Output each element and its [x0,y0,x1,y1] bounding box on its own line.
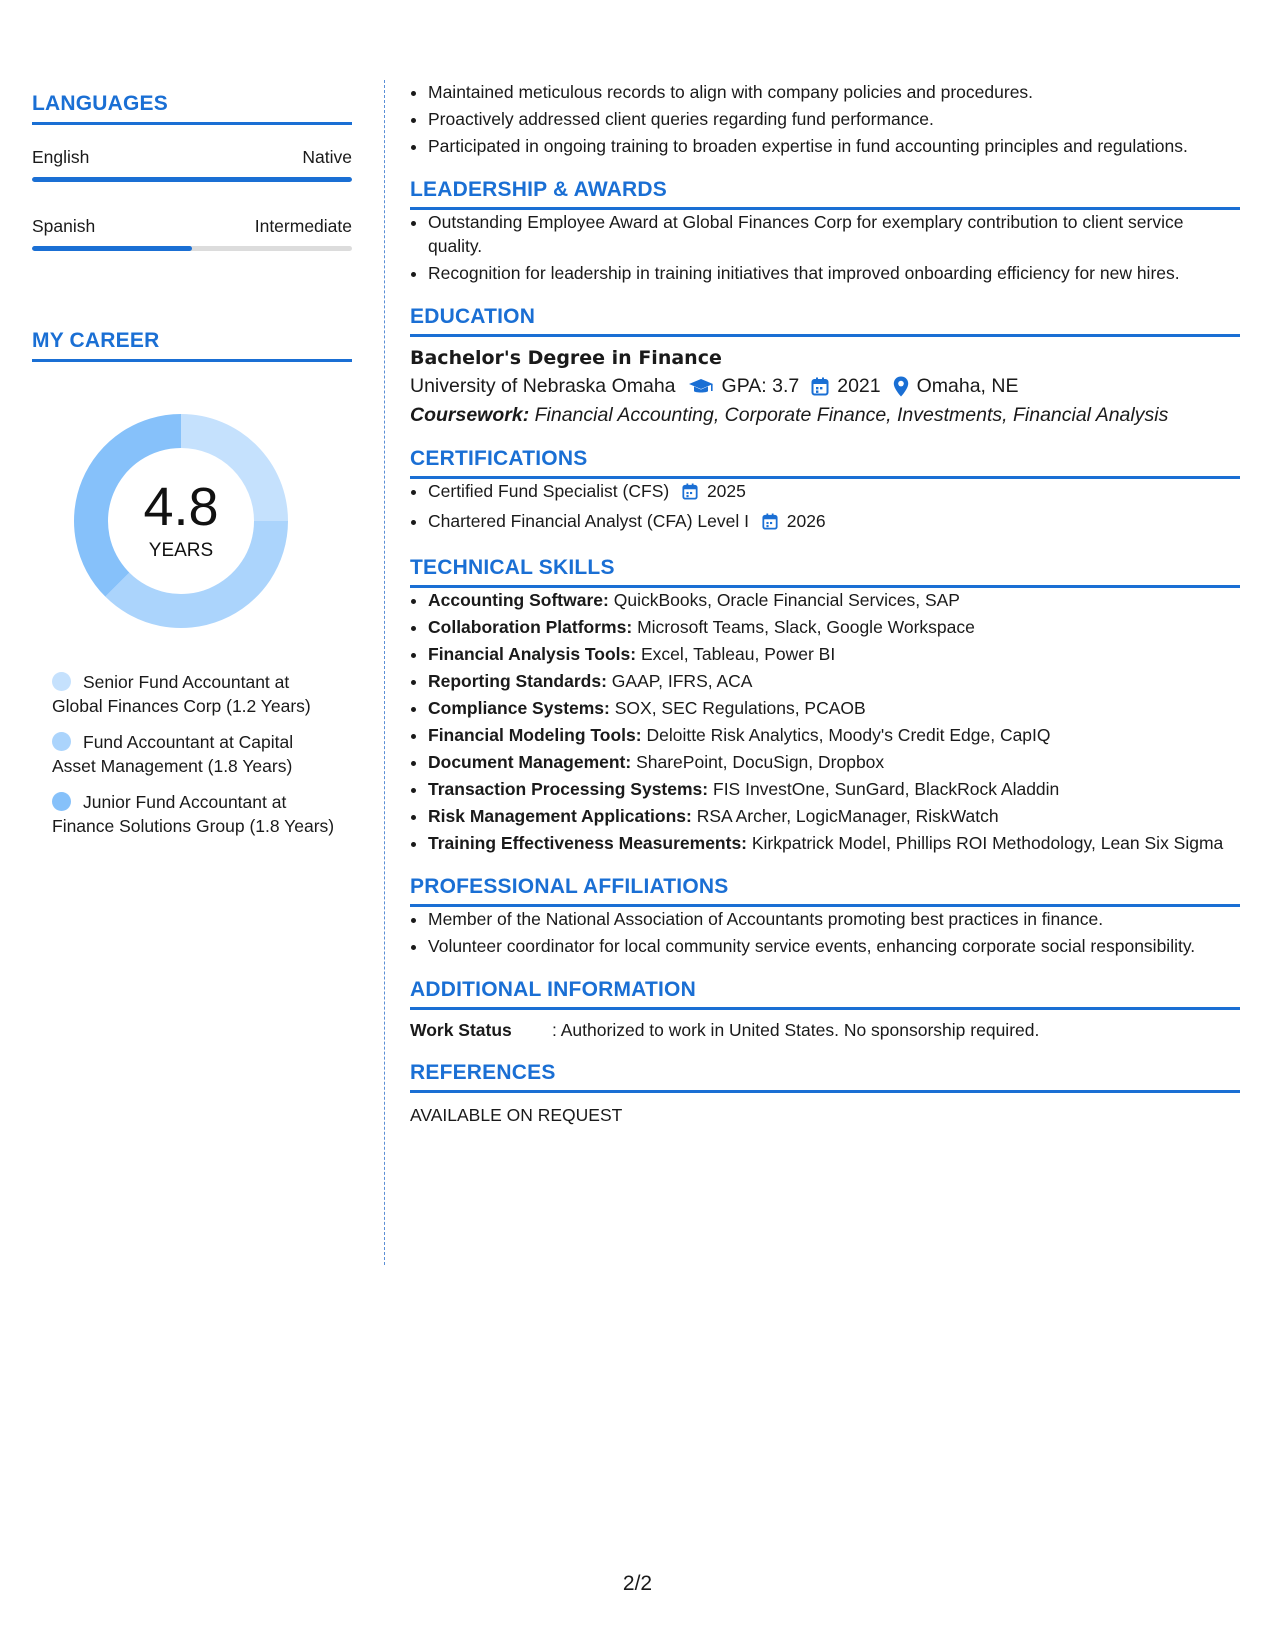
skill-value: SOX, SEC Regulations, PCAOB [614,698,866,718]
affiliations-title: PROFESSIONAL AFFILIATIONS [410,875,1240,907]
page-number: 2/2 [622,1572,653,1595]
skill-item [428,723,1240,747]
legend-label: Senior Fund Accountant at Global Finances Corp (1.2 Years) [52,672,311,716]
career-legend [52,670,337,838]
skill-item [428,777,1240,801]
school-name: University of Nebraska Omaha [410,375,676,397]
skill-label: Compliance Systems: [428,698,610,718]
coursework-value: Financial Accounting, Corporate Finance, Investments, Financial Analysis [534,404,1169,426]
skill-value: FIS InvestOne, SunGard, BlackRock Aladdin [713,779,1060,799]
certifications-list [410,479,1240,536]
language-level: Native [302,147,352,167]
certification-name: Chartered Financial Analyst (CFA) Level I [428,511,749,531]
graduation-cap-icon [688,378,714,396]
calendar-icon [682,482,698,506]
skill-item [428,615,1240,639]
skill-value: SharePoint, DocuSign, Dropbox [636,752,885,772]
skill-value: Deloitte Risk Analytics, Moody's Credit Edge, CapIQ [646,725,1051,745]
skill-label: Document Management: [428,752,632,772]
coursework [410,404,1240,427]
list-item: • Participated in ongoing training to broaden expertise in fund accounting principles and regulations. [428,134,1240,158]
skill-value: GAAP, IFRS, ACA [611,671,753,691]
list-item: • Proactively addressed client queries regarding fund performance. [428,107,1240,131]
graduation-year: 2021 [837,375,881,397]
certification-name: Certified Fund Specialist (CFS) [428,481,670,501]
column-divider [384,80,385,1265]
language-spanish [32,216,352,251]
language-name: English [32,147,90,167]
skill-value: Microsoft Teams, Slack, Google Workspace [637,617,975,637]
legend-item [52,790,337,838]
calendar-icon [762,512,778,536]
list-item: • Member of the National Association of Accountants promoting best practices in finance. [428,907,1240,931]
right-column [410,80,1240,1126]
career-donut [66,406,296,636]
skill-value: Kirkpatrick Model, Phillips ROI Methodology, Lean Six Sigma [751,833,1224,853]
language-bar [32,177,352,182]
language-level: Intermediate [254,216,352,236]
education-details [410,375,1240,398]
leadership-title: LEADERSHIP & AWARDS [410,178,1240,210]
career-title: MY CAREER [32,329,352,362]
education-title: EDUCATION [410,305,1240,337]
skill-label: Collaboration Platforms: [428,617,633,637]
career-total-value: 4.8 [143,477,219,537]
calendar-icon [811,377,829,396]
skill-item [428,696,1240,720]
legend-item [52,670,337,718]
legend-dot [52,732,71,751]
experience-continued-list [410,80,1240,158]
skill-value: Excel, Tableau, Power BI [640,644,836,664]
left-column [32,92,352,850]
legend-item [52,730,337,778]
language-bar [32,246,352,251]
list-item: • Maintained meticulous records to align with company policies and procedures. [428,80,1240,104]
career-section [32,329,352,838]
skill-label: Risk Management Applications: [428,806,692,826]
skill-label: Reporting Standards: [428,671,607,691]
gpa: GPA: 3.7 [721,375,800,397]
work-status-row [410,1020,1240,1041]
legend-label: Junior Fund Accountant at Finance Solutions Group (1.8 Years) [52,792,335,836]
career-total-unit: YEARS [148,540,214,561]
coursework-label: Coursework: [410,404,530,426]
list-item [428,509,1240,536]
references-title: REFERENCES [410,1061,1240,1093]
legend-dot [52,792,71,811]
list-item [428,479,1240,506]
degree-title: Bachelor's Degree in Finance [410,347,722,369]
skill-label: Transaction Processing Systems: [428,779,709,799]
skill-value: RSA Archer, LogicManager, RiskWatch [696,806,999,826]
location-pin-icon [893,376,909,397]
references-text: AVAILABLE ON REQUEST [410,1105,623,1125]
skills-title: TECHNICAL SKILLS [410,556,1240,588]
skill-label: Financial Modeling Tools: [428,725,642,745]
list-item: • Recognition for leadership in training initiatives that improved onboarding efficiency for new hires. [428,261,1240,285]
legend-dot [52,672,71,691]
language-name: Spanish [32,216,96,236]
additional-info-title: ADDITIONAL INFORMATION [410,978,1240,1010]
language-bar-fill [32,177,352,182]
language-bar-fill [32,246,192,251]
list-item: • Outstanding Employee Award at Global Finances Corp for exemplary contribution to client service quality. [428,210,1240,258]
skill-item [428,588,1240,612]
skill-item [428,669,1240,693]
leadership-list [410,210,1240,285]
skill-label: Accounting Software: [428,590,609,610]
skills-list [410,588,1240,855]
skill-value: QuickBooks, Oracle Financial Services, SAP [613,590,960,610]
certification-year: 2025 [706,481,746,501]
affiliations-list [410,907,1240,958]
skill-label: Training Effectiveness Measurements: [428,833,747,853]
skill-item [428,831,1240,855]
certifications-title: CERTIFICATIONS [410,447,1240,479]
language-english [32,147,352,182]
skill-item [428,750,1240,774]
skill-item [428,804,1240,828]
work-status-label: Work Status [410,1020,512,1040]
work-status-value: : Authorized to work in United States. No sponsorship required. [552,1020,1040,1040]
skill-item [428,642,1240,666]
skill-label: Financial Analysis Tools: [428,644,637,664]
list-item: • Volunteer coordinator for local community service events, enhancing corporate social responsibility. [428,934,1240,958]
location: Omaha, NE [916,375,1019,397]
languages-title: LANGUAGES [32,92,352,125]
certification-year: 2026 [786,511,826,531]
legend-label: Fund Accountant at Capital Asset Management (1.8 Years) [52,732,294,776]
